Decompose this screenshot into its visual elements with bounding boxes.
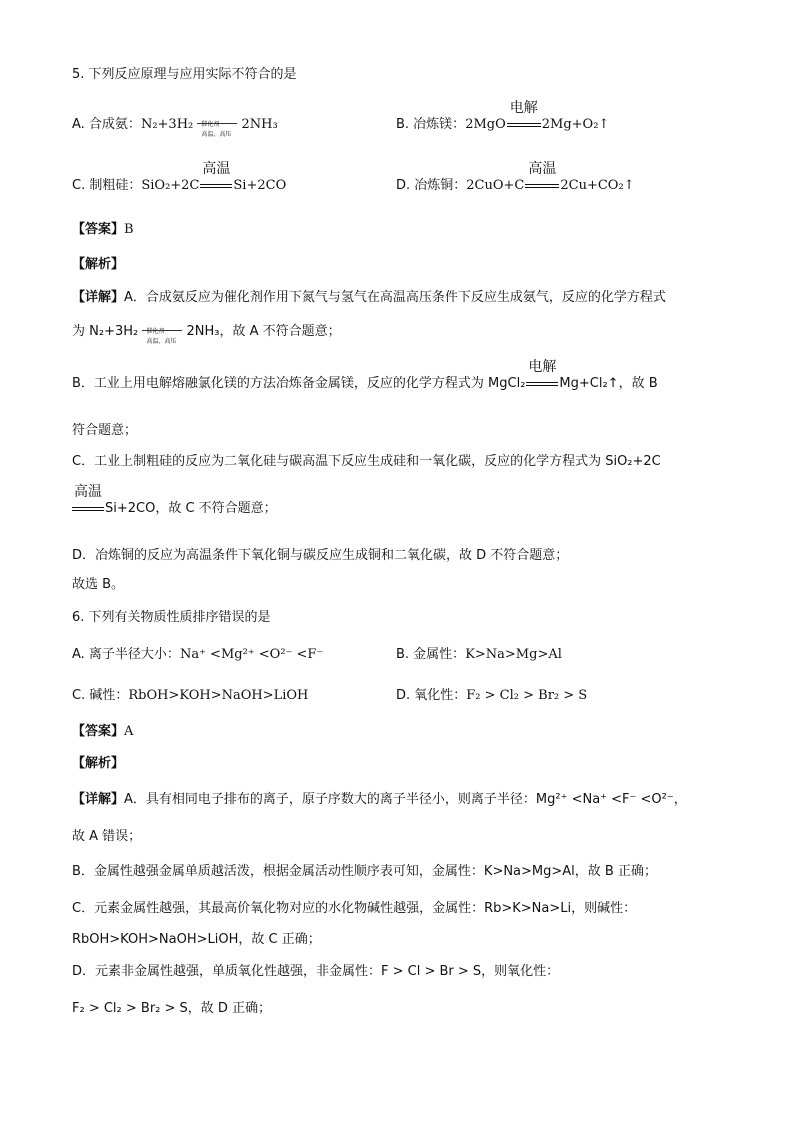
q5-answer-value: B — [124, 222, 134, 237]
q5-b-eq-left: 2MgO — [465, 117, 506, 132]
q5-detail-a1-text: A．合成氨反应为催化剂作用下氮气与氢气在高温高压条件下反应生成氨气，反应的化学方程式 — [124, 290, 666, 305]
q6-option-b — [396, 646, 562, 664]
q6-detail-c2: RbOH>KOH>NaOH>LiOH，故 C 正确； — [72, 932, 321, 947]
q6-b-label: B. 金属性： — [396, 647, 466, 662]
q5-option-a — [72, 116, 278, 138]
q6-a-label: A. 离子半径大小： — [72, 647, 180, 662]
q6-detail-d1: D．元素非金属性越强，单质氧化性越强，非金属性：F > Cl > Br > S，则氧化性： — [72, 964, 560, 979]
q6-detail-d2: F₂ > Cl₂ > Br₂ > S，故 D 正确； — [72, 1001, 272, 1016]
q5-d-eq-right: 2Cu+CO₂↑ — [560, 178, 635, 193]
q5-option-c — [72, 161, 287, 195]
q5-c-eq-right: Si+2CO — [233, 178, 287, 193]
q5-option-d — [396, 161, 635, 195]
q6-d-value: F₂ > Cl₂ > Br₂ > S — [466, 688, 588, 703]
q5-detail-a2 — [72, 323, 341, 345]
q5-detail-a2-pre: 为 N₂+3H₂ — [72, 324, 139, 339]
q6-b-value: K>Na>Mg>Al — [465, 647, 562, 662]
q6-option-c — [72, 687, 308, 705]
q6-analysis-tag: 【解析】 — [72, 756, 125, 771]
q5-analysis-tag: 【解析】 — [72, 257, 125, 272]
q6-c-label: C. 碱性： — [72, 688, 129, 703]
q5-a-eq-left: N₂+3H₂ — [140, 117, 194, 132]
q5-b-condition: 电解 — [507, 116, 541, 134]
q6-answer-value: A — [124, 724, 134, 739]
q5-detail-d1: D．冶炼铜的反应为高温条件下氧化铜与碳反应生成铜和二氧化碳，故 D 不符合题意； — [72, 548, 569, 563]
q5-answer-tag: 【答案】 — [72, 222, 125, 237]
q5-detail-b1-condition: 电解 — [526, 375, 558, 393]
q5-detail-a2-post: 2NH₃，故 A 不符合题意； — [186, 324, 341, 339]
q5-detail-c2-condition: 高温 — [72, 500, 104, 518]
q5-detail-c2 — [72, 484, 277, 518]
q6-answer-tag: 【答案】 — [72, 724, 125, 739]
q5-detail-b1-post: Mg+Cl₂↑，故 B — [559, 376, 658, 391]
q6-detail-b1: B．金属性越强金属单质越活泼，根据金属活动性顺序表可知，金属性：K>Na>Mg>Al，故 B 正确； — [72, 864, 657, 879]
q5-stem: 5. 下列反应原理与应用实际不符合的是 — [72, 67, 297, 82]
q5-d-condition: 高温 — [525, 177, 559, 195]
q5-d-label: D. 冶炼铜： — [396, 178, 467, 193]
q5-detail-catalyst-condition: 催化剂 高温、高压 — [142, 324, 182, 340]
q6-detail-a1 — [72, 791, 687, 809]
q6-a-value: Na⁺ <Mg²⁺ <O²⁻ <F⁻ — [179, 647, 324, 662]
q5-c-condition: 高温 — [200, 177, 232, 195]
q5-detail-tag: 【详解】 — [72, 290, 125, 305]
q6-c-value: RbOH>KOH>NaOH>LiOH — [128, 688, 309, 703]
q5-detail-a1 — [72, 289, 666, 307]
q5-c-label: C. 制粗硅： — [72, 178, 142, 193]
q6-detail-tag: 【详解】 — [72, 792, 125, 807]
q6-detail-a1-text: A．具有相同电子排布的离子，原子序数大的离子半径小，则离子半径：Mg²⁺ <Na⁺ <F⁻ <O²⁻， — [124, 792, 687, 807]
q6-stem: 6. 下列有关物质性质排序错误的是 — [72, 610, 271, 625]
q5-a-eq-right: 2NH₃ — [241, 117, 278, 132]
q5-a-label: A. 合成氨： — [72, 117, 141, 132]
q5-c-eq-left: SiO₂+2C — [141, 178, 200, 193]
q5-b-label: B. 冶炼镁： — [396, 117, 466, 132]
q5-a-catalyst-condition: 催化剂 高温、高压 — [197, 117, 237, 133]
q5-d-eq-left: 2CuO+C — [466, 178, 525, 193]
q5-detail-b2: 符合题意； — [72, 423, 138, 438]
q5-conclusion: 故选 B。 — [72, 577, 125, 592]
q6-option-a — [72, 646, 323, 664]
q6-answer — [72, 723, 133, 741]
q5-detail-b1 — [72, 359, 658, 393]
q5-detail-c2-post: Si+2CO，故 C 不符合题意； — [105, 501, 277, 516]
q6-d-label: D. 氧化性： — [396, 688, 467, 703]
q6-detail-c1: C．元素金属性越强，其最高价氧化物对应的水化物碱性越强，金属性：Rb>K>Na>Li，则碱性： — [72, 901, 637, 916]
q5-option-b — [396, 100, 610, 134]
q5-detail-b1-pre: B．工业上用电解熔融氯化镁的方法冶炼备金属镁，反应的化学方程式为 MgCl₂ — [72, 376, 526, 391]
q5-detail-c1: C．工业上制粗硅的反应为二氧化硅与碳高温下反应生成硅和一氧化碳，反应的化学方程式为 SiO₂+2C — [72, 454, 661, 469]
q5-answer — [72, 221, 134, 239]
q6-detail-a2: 故 A 错误； — [72, 829, 142, 844]
q6-option-d — [396, 687, 587, 705]
q5-b-eq-right: 2Mg+O₂↑ — [541, 117, 610, 132]
